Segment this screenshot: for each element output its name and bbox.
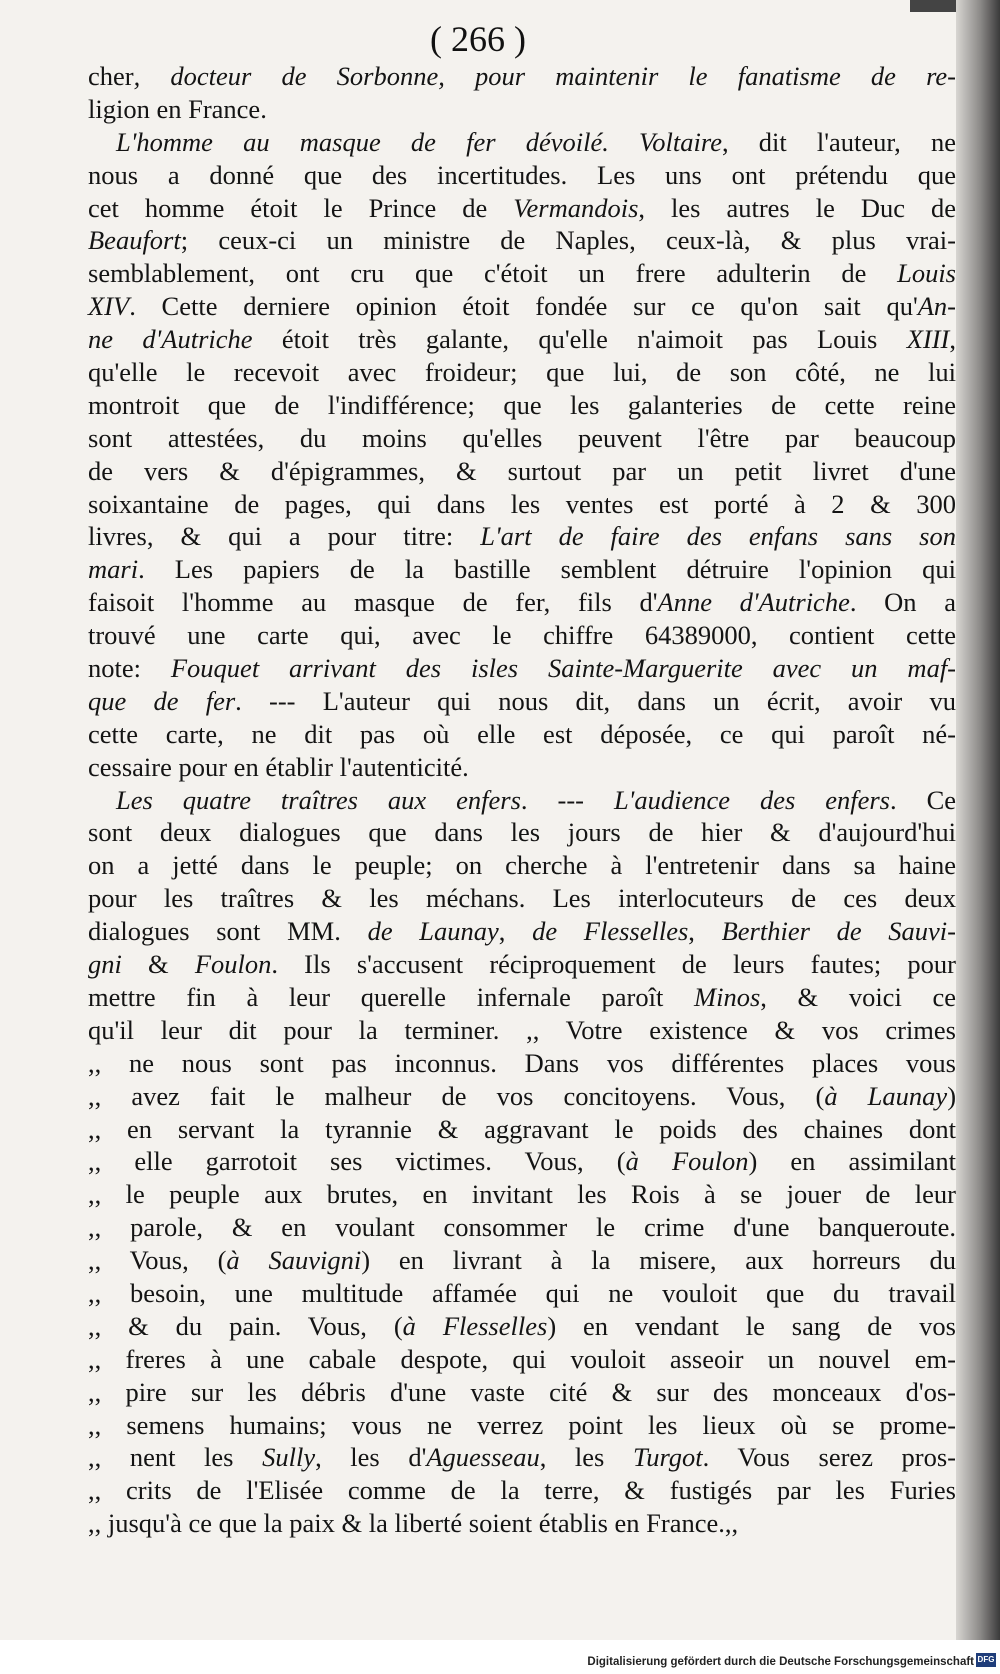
text-line	[88, 192, 956, 225]
text-line	[88, 981, 956, 1014]
text-line	[88, 1474, 956, 1507]
text-line	[88, 1441, 956, 1474]
text-line	[88, 882, 956, 915]
text-run: , les autres le Duc de	[638, 192, 957, 223]
text-line	[88, 1014, 956, 1047]
text-run: ,, en servant la tyrannie & aggravant le poids des chaines dont	[88, 1113, 956, 1144]
italic-text: de Flesselles	[532, 916, 689, 947]
text-run: cessaire pour en établir l'autenticité.	[88, 751, 469, 782]
text-line	[88, 60, 956, 93]
text-run: . Vous serez pros-	[702, 1442, 957, 1473]
text-line	[88, 619, 956, 652]
text-run: livres, & qui a pour titre:	[88, 521, 481, 552]
page-body-text	[88, 60, 956, 1540]
text-run: ,, nent les	[88, 1442, 263, 1473]
italic-text: Foulon	[194, 949, 272, 980]
text-line	[88, 816, 956, 849]
text-run: )	[947, 1080, 957, 1111]
text-run: on a jetté dans le peuple; on cherche à l'entretenir dans sa haine	[88, 850, 956, 881]
italic-text: de Launay	[367, 916, 499, 947]
italic-text: XIII	[906, 324, 950, 355]
text-line	[88, 652, 956, 685]
text-run: . Les papiers de la bastille semblent détruire l'opinion qui	[138, 554, 956, 585]
text-run: sont attestées, du moins qu'elles peuvent l'être par beaucoup	[88, 422, 956, 453]
text-run: . Cette derniere opinion étoit fondée sur ce qu'on sait qu'	[129, 291, 918, 322]
italic-text: Fouquet arrivant des isles Sainte-Marguerite avec un maf-	[170, 653, 956, 684]
text-line	[88, 126, 956, 159]
text-line	[88, 488, 956, 521]
text-line	[88, 751, 956, 784]
text-line	[88, 784, 956, 817]
italic-text: ne d'Autriche	[88, 324, 253, 355]
text-run: de vers & d'épigrammes, & surtout par un petit livret d'une	[88, 455, 956, 486]
text-line	[88, 1145, 956, 1178]
text-run: ,, le peuple aux brutes, en invitant les Rois à se jouer de leur	[88, 1179, 956, 1210]
text-run: semblablement, ont cru que c'étoit un frere adulterin de	[88, 258, 898, 289]
text-line	[88, 718, 956, 751]
text-line	[88, 685, 956, 718]
text-line	[88, 1409, 956, 1442]
text-run: ,	[498, 916, 533, 947]
italic-text: L'audience des enfers	[613, 784, 890, 815]
italic-text: Louis	[897, 258, 956, 289]
text-line	[88, 1211, 956, 1244]
dfg-logo: DFG	[976, 1653, 996, 1667]
text-run: ,	[688, 916, 722, 947]
text-run: ,, semens humains; vous ne verrez point les lieux où se prome-	[88, 1409, 956, 1440]
text-line	[88, 1376, 956, 1409]
text-line	[88, 290, 956, 323]
text-run: ,, ne nous sont pas inconnus. Dans vos différentes places vous	[88, 1047, 956, 1078]
text-run: ,, & du pain. Vous, (	[88, 1310, 403, 1341]
text-run: . On a	[849, 587, 956, 618]
text-run: ; ceux-ci un ministre de Naples, ceux-là, & plus vrai-	[180, 225, 956, 256]
text-run: faisoit l'homme au masque de fer, fils d'	[88, 587, 658, 618]
text-line	[88, 257, 956, 290]
text-line	[88, 1343, 956, 1376]
text-line	[88, 93, 956, 126]
text-line	[88, 586, 956, 619]
text-run: . Ils s'accusent réciproquement de leurs fautes; pour	[271, 949, 956, 980]
text-run: ,, parole, & en voulant consommer le crime d'une banqueroute.	[88, 1212, 956, 1243]
text-run: qu'elle le recevoit avec froideur; que lui, de son côté, ne lui	[88, 357, 956, 388]
text-run: ) en vendant le sang de vos	[547, 1310, 956, 1341]
text-run: . --- L'auteur qui nous dit, dans un écrit, avoir vu	[235, 685, 956, 716]
text-line	[88, 1178, 956, 1211]
text-run: &	[121, 949, 195, 980]
text-line	[88, 915, 956, 948]
text-run: trouvé une carte qui, avec le chiffre 64389000, contient cette	[88, 620, 956, 651]
italic-text: Aguesseau	[426, 1442, 540, 1473]
text-run: , les d'	[315, 1442, 427, 1473]
text-run: pour les traîtres & les méchans. Les interlocuteurs de ces deux	[88, 883, 956, 914]
text-run: dialogues sont MM.	[88, 916, 368, 947]
text-run: cher	[88, 61, 134, 91]
text-run: soixantaine de pages, qui dans les ventes est porté à 2 & 300	[88, 488, 956, 519]
text-run: ,	[949, 324, 956, 355]
book-binding-edge	[956, 0, 1000, 1640]
text-line	[88, 849, 956, 882]
italic-text: XIV	[88, 291, 130, 322]
italic-text: Anne d'Autriche	[657, 587, 850, 618]
italic-text: à Launay	[824, 1080, 948, 1111]
text-line	[88, 1047, 956, 1080]
text-run: sont deux dialogues que dans les jours de hier & d'aujourd'hui	[88, 817, 956, 848]
text-line	[88, 1277, 956, 1310]
text-run: ) en livrant à la misere, aux horreurs du	[361, 1245, 956, 1276]
text-run: montroit que de l'indifférence; que les galanteries de cette reine	[88, 389, 956, 420]
text-run: cet homme étoit le Prince de	[88, 192, 514, 223]
page-number: ( 266 )	[430, 19, 526, 59]
text-run: qu'il leur dit pour la terminer. ,, Votre existence & vos crimes	[88, 1014, 956, 1045]
text-line	[88, 356, 956, 389]
text-run: cette carte, ne dit pas où elle est déposée, ce qui paroît né-	[88, 718, 956, 749]
text-run: . ---	[520, 784, 614, 815]
text-line	[88, 1507, 956, 1540]
text-line	[88, 520, 956, 553]
text-line	[88, 455, 956, 488]
text-run: , dit l'auteur, ne	[721, 126, 956, 157]
digitization-credit: Digitalisierung gefördert durch die Deutsche Forschungsgemeinschaft	[587, 1656, 974, 1668]
italic-text: que de fer	[88, 685, 236, 716]
italic-text: Minos	[694, 981, 761, 1012]
text-run: ,, jusqu'à ce que la paix & la liberté soient établis en France.,,	[88, 1508, 739, 1539]
text-run: ,, besoin, une multitude affamée qui ne vouloit que du travail	[88, 1277, 956, 1308]
italic-text: Berthier de Sauvi-	[721, 916, 956, 947]
text-line	[88, 159, 956, 192]
text-run: , les	[539, 1442, 633, 1473]
text-run: ,, freres à une cabale despote, qui vouloit asseoir un nouvel em-	[88, 1343, 956, 1374]
text-run: note:	[88, 653, 171, 684]
text-line	[88, 553, 956, 586]
italic-text: Turgot	[632, 1442, 703, 1473]
italic-text: Les quatre traîtres aux enfers	[116, 784, 521, 815]
text-line	[88, 422, 956, 455]
text-run: ,, pire sur les débris d'une vaste cité & sur des monceaux d'os-	[88, 1376, 956, 1407]
text-line	[88, 1113, 956, 1146]
text-run: ligion en France.	[88, 93, 267, 124]
italic-text: Vermandois	[513, 192, 639, 223]
text-run: ,, elle garrotoit ses victimes. Vous, (	[88, 1146, 626, 1177]
text-run: étoit très galante, qu'elle n'aimoit pas Louis	[252, 324, 907, 355]
italic-text: à Flesselles	[402, 1310, 548, 1341]
italic-text: , docteur de Sorbonne, pour maintenir le fanatisme de re-	[133, 61, 956, 91]
italic-text: Sully	[262, 1442, 316, 1473]
italic-text: à Sauvigni	[226, 1245, 362, 1276]
text-run: ,, crits de l'Elisée comme de la terre, & fustigés par les Furies	[88, 1475, 956, 1506]
text-run: , & voici ce	[760, 981, 956, 1012]
text-line	[88, 1080, 956, 1113]
italic-text: gni	[88, 949, 122, 980]
text-line	[88, 1244, 956, 1277]
italic-text: à Foulon	[625, 1146, 749, 1177]
text-run: ,, avez fait le malheur de vos concitoyens. Vous, (	[88, 1080, 825, 1111]
text-line	[88, 224, 956, 257]
italic-text: mari	[88, 554, 139, 585]
italic-text: L'art de faire des enfans sans son	[480, 521, 957, 552]
text-line	[88, 323, 956, 356]
text-line	[88, 948, 956, 981]
text-run: nous a donné que des incertitudes. Les uns ont prétendu que	[88, 159, 956, 190]
italic-text: L'homme au masque de fer dévoilé. Voltaire	[116, 126, 722, 157]
text-line	[88, 1310, 956, 1343]
italic-text: An-	[917, 291, 956, 322]
text-run: mettre fin à leur querelle infernale paroît	[88, 981, 695, 1012]
text-run: ,, Vous, (	[88, 1245, 227, 1276]
text-run: ) en assimilant	[748, 1146, 956, 1177]
text-run: . Ce	[889, 784, 956, 815]
italic-text: Beaufort	[88, 225, 181, 256]
text-line	[88, 389, 956, 422]
